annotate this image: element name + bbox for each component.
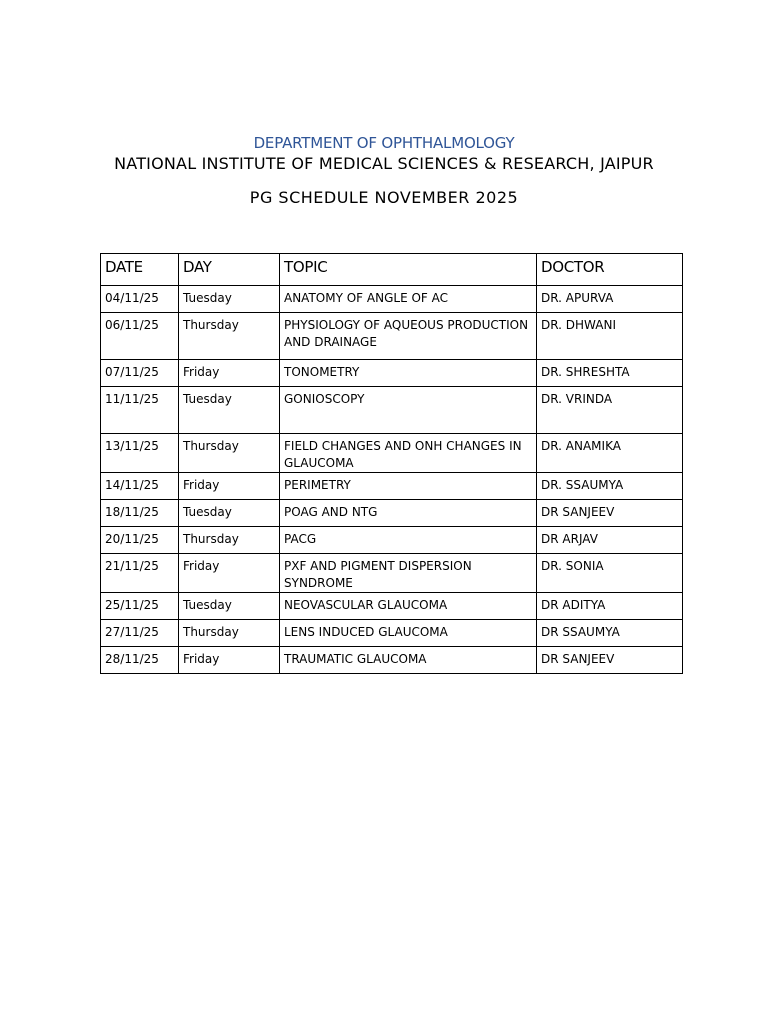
date-cell: 07/11/25 <box>101 360 179 387</box>
column-header-topic: TOPIC <box>280 254 537 286</box>
table-header-row <box>101 254 683 286</box>
department-title: DEPARTMENT OF OPHTHALMOLOGY <box>253 134 515 152</box>
table-row <box>101 434 683 473</box>
topic-cell: PXF AND PIGMENT DISPERSION SYNDROME <box>280 554 537 593</box>
table-row <box>101 313 683 360</box>
table-row <box>101 360 683 387</box>
date-cell: 28/11/25 <box>101 647 179 674</box>
day-cell: Tuesday <box>179 286 280 313</box>
doctor-cell: DR SSAUMYA <box>537 620 683 647</box>
table-row <box>101 286 683 313</box>
table-row <box>101 387 683 434</box>
column-header-doctor: DOCTOR <box>537 254 683 286</box>
topic-cell: FIELD CHANGES AND ONH CHANGES IN GLAUCOMA <box>280 434 537 473</box>
doctor-cell: DR. SONIA <box>537 554 683 593</box>
doctor-cell: DR. SHRESHTA <box>537 360 683 387</box>
date-cell: 20/11/25 <box>101 527 179 554</box>
day-cell: Friday <box>179 360 280 387</box>
day-cell: Tuesday <box>179 387 280 434</box>
doctor-cell: DR. VRINDA <box>537 387 683 434</box>
date-cell: 25/11/25 <box>101 593 179 620</box>
date-cell: 06/11/25 <box>101 313 179 360</box>
table-row <box>101 554 683 593</box>
institute-name: NATIONAL INSTITUTE OF MEDICAL SCIENCES & RESEARCH, JAIPUR <box>114 154 654 173</box>
topic-cell: PERIMETRY <box>280 473 537 500</box>
date-cell: 13/11/25 <box>101 434 179 473</box>
column-header-date: DATE <box>101 254 179 286</box>
table-row <box>101 620 683 647</box>
doctor-cell: DR. SSAUMYA <box>537 473 683 500</box>
table-row <box>101 500 683 527</box>
topic-cell: TONOMETRY <box>280 360 537 387</box>
topic-cell: PACG <box>280 527 537 554</box>
doctor-cell: DR SANJEEV <box>537 647 683 674</box>
doctor-cell: DR. DHWANI <box>537 313 683 360</box>
column-header-day: DAY <box>179 254 280 286</box>
day-cell: Thursday <box>179 434 280 473</box>
topic-cell: NEOVASCULAR GLAUCOMA <box>280 593 537 620</box>
date-cell: 27/11/25 <box>101 620 179 647</box>
day-cell: Friday <box>179 473 280 500</box>
topic-cell: POAG AND NTG <box>280 500 537 527</box>
date-cell: 04/11/25 <box>101 286 179 313</box>
table-row <box>101 473 683 500</box>
day-cell: Thursday <box>179 527 280 554</box>
topic-cell: TRAUMATIC GLAUCOMA <box>280 647 537 674</box>
table-row <box>101 527 683 554</box>
topic-cell: PHYSIOLOGY OF AQUEOUS PRODUCTION AND DRAINAGE <box>280 313 537 360</box>
day-cell: Thursday <box>179 620 280 647</box>
table-row <box>101 593 683 620</box>
date-cell: 11/11/25 <box>101 387 179 434</box>
day-cell: Tuesday <box>179 593 280 620</box>
doctor-cell: DR. APURVA <box>537 286 683 313</box>
day-cell: Tuesday <box>179 500 280 527</box>
doctor-cell: DR ADITYA <box>537 593 683 620</box>
day-cell: Thursday <box>179 313 280 360</box>
date-cell: 21/11/25 <box>101 554 179 593</box>
day-cell: Friday <box>179 647 280 674</box>
topic-cell: GONIOSCOPY <box>280 387 537 434</box>
doctor-cell: DR SANJEEV <box>537 500 683 527</box>
doctor-cell: DR ARJAV <box>537 527 683 554</box>
schedule-title: PG SCHEDULE NOVEMBER 2025 <box>249 188 519 207</box>
day-cell: Friday <box>179 554 280 593</box>
topic-cell: LENS INDUCED GLAUCOMA <box>280 620 537 647</box>
date-cell: 14/11/25 <box>101 473 179 500</box>
doctor-cell: DR. ANAMIKA <box>537 434 683 473</box>
date-cell: 18/11/25 <box>101 500 179 527</box>
schedule-table <box>100 253 683 674</box>
table-row <box>101 647 683 674</box>
topic-cell: ANATOMY OF ANGLE OF AC <box>280 286 537 313</box>
